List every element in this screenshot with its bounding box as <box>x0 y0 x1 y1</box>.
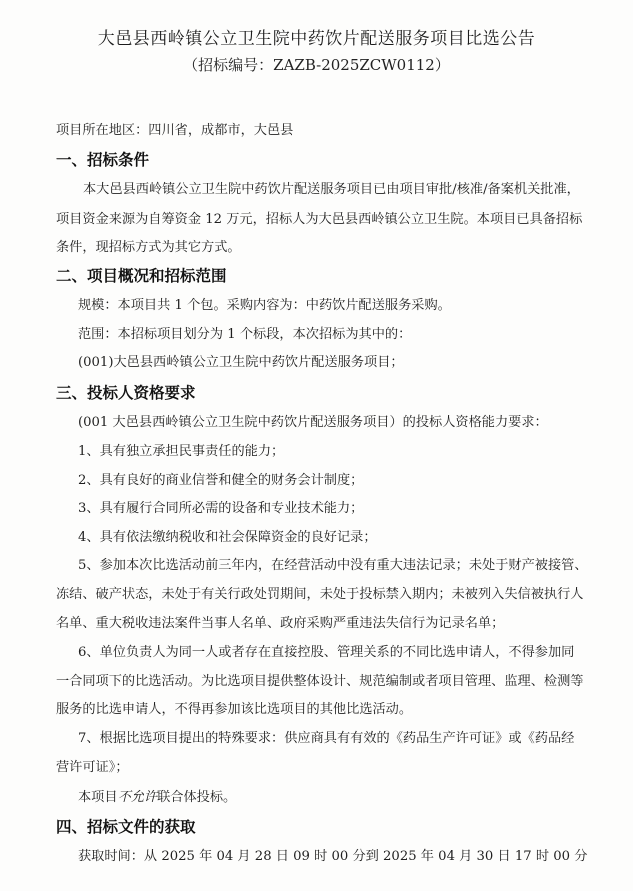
requirement-item: 3、具有履行合同所必需的设备和专业技术能力； <box>78 501 364 516</box>
requirement-item: 7、根据比选项目提出的特殊要求：供应商具有有效的《药品生产许可证》或《药品经 <box>78 731 575 746</box>
requirement-item: 名单、重大税收违法案件当事人名单、政府采购严重违法失信行为记录名单； <box>56 616 505 631</box>
acquisition-time: 获取时间：从 2025 年 04 月 28 日 09 时 00 分到 2025 年 04 月 30 日 17 时 00 分 <box>78 849 588 864</box>
requirement-item: 4、具有依法缴纳税收和社会保障资金的良好记录； <box>78 530 377 545</box>
consortium-pre: 本项目 <box>78 790 118 805</box>
requirement-item: 一合同项下的比选活动。为比选项目提供整体设计、规范编制或者项目管理、监理、检测等 <box>56 674 584 689</box>
consortium-emphasis: 不允许 <box>117 790 158 805</box>
section2-line: 规模：本项目共 1 个包。采购内容为：中药饮片配送服务采购。 <box>78 298 451 313</box>
section2-line: 范围：本招标项目划分为 1 个标段，本次招标为其中的： <box>78 327 412 342</box>
requirement-item: 冻结、破产状态，未处于有关行政处罚期间，未处于投标禁入期内；未被列入失信被执行人 <box>56 587 584 602</box>
section-heading-4: 四、招标文件的获取 <box>56 818 196 836</box>
requirement-item: 服务的比选申请人，不得再参加该比选项目的其他比选活动。 <box>56 702 413 717</box>
consortium-post: 联合体投标。 <box>157 790 237 805</box>
section-heading-3: 三、投标人资格要求 <box>56 384 196 402</box>
requirement-item: 营许可证》； <box>56 760 129 775</box>
tender-number: （招标编号：ZAZB-2025ZCW0112） <box>183 56 450 74</box>
section1-line: 本大邑县西岭镇公立卫生院中药饮片配送服务项目已由项目审批/核准/备案机关批准， <box>83 182 580 197</box>
section-heading-1: 一、招标条件 <box>56 151 150 169</box>
consortium-note <box>78 789 236 807</box>
requirement-item: 5、参加本次比选活动前三年内，在经营活动中没有重大违法记录；未处于财产被接管、 <box>78 558 588 573</box>
section2-line: (001)大邑县西岭镇公立卫生院中药饮片配送服务项目； <box>78 355 404 370</box>
requirement-item: 6、单位负责人为同一人或者存在直接控股、管理关系的不同比选申请人，不得参加同 <box>78 645 575 660</box>
section1-line: 项目资金来源为自筹资金 12 万元，招标人为大邑县西岭镇公立卫生院。本项目已具备招标 <box>56 212 583 227</box>
page-title: 大邑县西岭镇公立卫生院中药饮片配送服务项目比选公告 <box>97 29 536 49</box>
section1-line: 条件，现招标方式为其它方式。 <box>56 240 241 255</box>
qualification-intro: (001 大邑县西岭镇公立卫生院中药饮片配送服务项目）的投标人资格能力要求： <box>78 415 548 430</box>
requirement-item: 1、具有独立承担民事责任的能力； <box>78 444 285 459</box>
section-heading-2: 二、项目概况和招标范围 <box>56 267 227 285</box>
requirement-item: 2、具有良好的商业信誉和健全的财务会计制度； <box>78 473 364 488</box>
project-location: 项目所在地区：四川省，成都市，大邑县 <box>56 123 294 138</box>
